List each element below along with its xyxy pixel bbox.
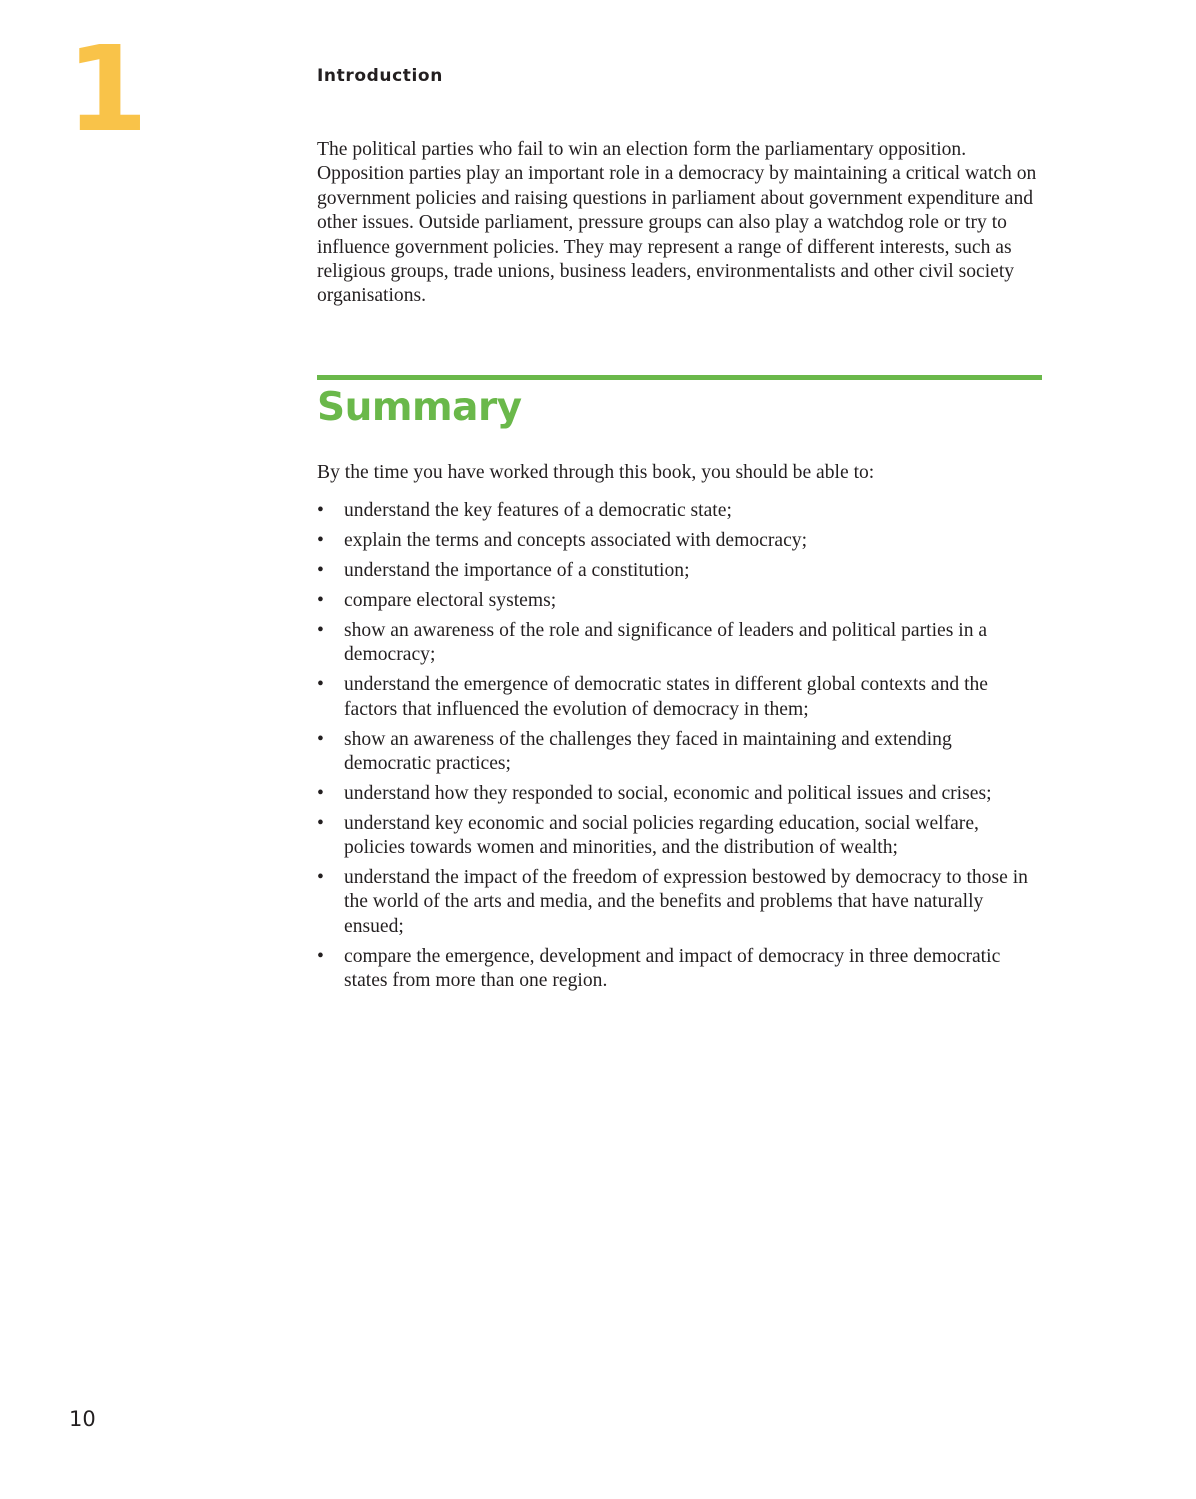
list-item [317,812,1042,861]
list-item [317,945,1042,994]
list-item [317,866,1042,939]
bullet-icon: • [317,728,324,750]
main-content [317,138,1042,999]
summary-divider [317,375,1042,380]
bullet-icon: • [317,945,324,967]
list-item [317,589,1042,613]
list-item-text: show an awareness of the role and significance of leaders and political parties in a democracy; [344,619,988,666]
list-item [317,673,1042,722]
list-item-text: understand the emergence of democratic states in different global contexts and the factors that influenced the evolution of democracy in them; [344,674,989,720]
bullet-icon: • [317,589,324,611]
list-item [317,529,1042,553]
bullet-icon: • [317,867,324,889]
list-item-text: understand the key features of a democratic state; [344,500,732,522]
bullet-icon: • [317,560,324,582]
list-item-text: show an awareness of the challenges they faced in maintaining and extending democratic practices; [344,728,952,774]
chapter-number: 1 [66,20,149,158]
page-number: 10 [69,1407,96,1431]
intro-paragraph: The political parties who fail to win an election form the parliamentary opposition. Opposition parties play an important role in a democracy by maintaining a critical watch on government policies and raising questions in parliament about government expenditure and other issues. Outside parliament, pressure groups can also play a watchdog role or try to influence government policies. They may represent a range of different interests, such as religious groups, trade unions, business leaders, environmentalists and other civil society organisations. [317,139,1037,307]
bullet-icon: • [317,674,324,696]
summary-heading: Summary [317,384,522,430]
list-item-text: understand how they responded to social, economic and political issues and crises; [344,782,992,804]
list-item-text: compare the emergence, development and impact of democracy in three democratic states from more than one region. [344,945,1001,992]
list-item-text: compare electoral systems; [344,589,557,611]
bullet-icon: • [317,530,324,552]
list-item [317,499,1042,523]
summary-lead: By the time you have worked through this book, you should be able to: [317,461,875,483]
list-item [317,728,1042,777]
list-item [317,619,1042,668]
list-item-text: explain the terms and concepts associated with democracy; [344,530,808,552]
running-head: Introduction [317,66,443,86]
list-item [317,559,1042,583]
list-item-text: understand key economic and social policies regarding education, social welfare, policies towards women and minorities, and the distribution of wealth; [344,812,979,859]
list-item [317,782,1042,806]
bullet-icon: • [317,619,324,641]
summary-list [317,499,1042,993]
bullet-icon: • [317,812,324,834]
list-item-text: understand the impact of the freedom of expression bestowed by democracy to those in the world of the arts and media, and the benefits and problems that have naturally ensued; [344,867,1028,937]
bullet-icon: • [317,500,324,522]
bullet-icon: • [317,782,324,804]
list-item-text: understand the importance of a constitution; [344,560,690,582]
